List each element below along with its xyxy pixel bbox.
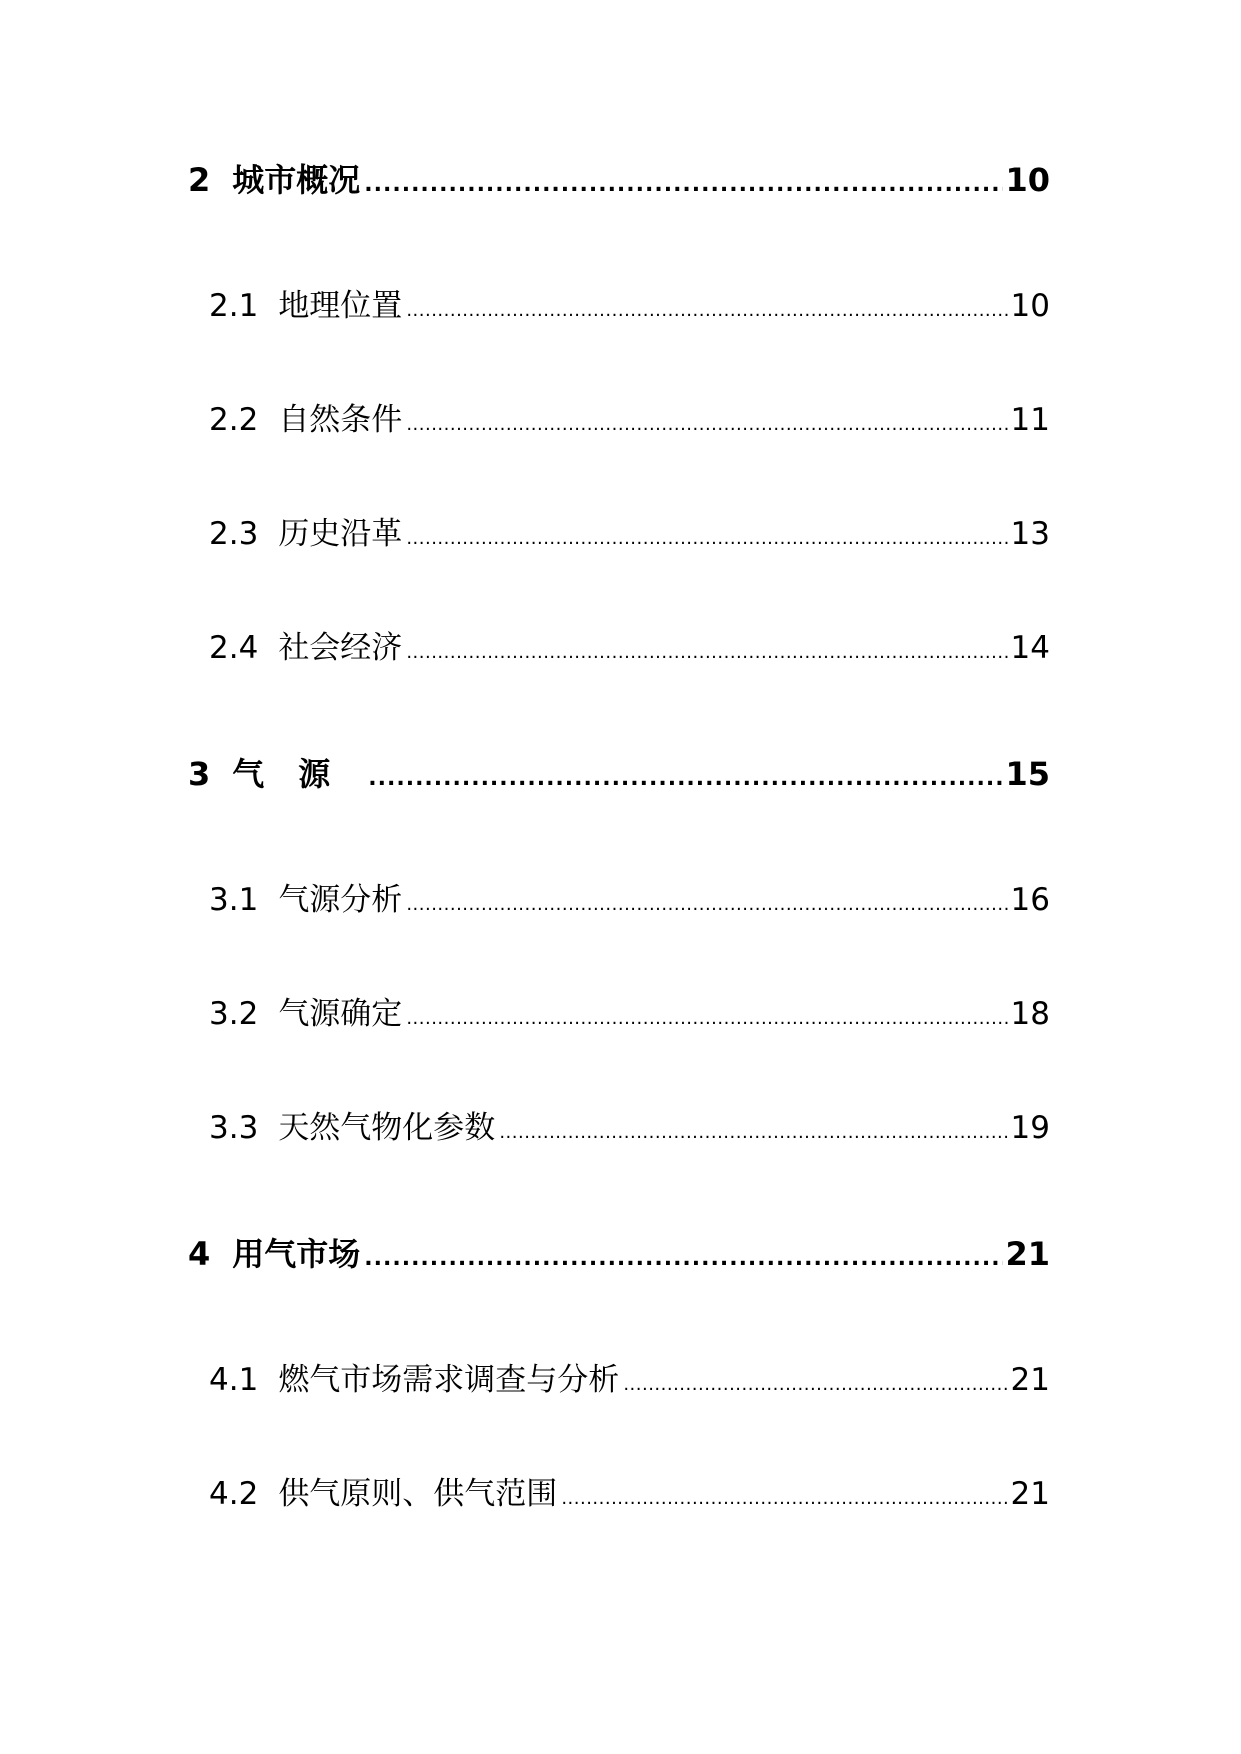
toc-entry-number: 3.2 <box>209 996 259 1032</box>
toc-entry-2-2[interactable] <box>209 398 1050 442</box>
toc-entry-page: 11 <box>1010 402 1050 438</box>
toc-entry-page: 16 <box>1010 882 1050 918</box>
toc-entry-3-1[interactable] <box>209 878 1050 922</box>
toc-entry-number: 3.3 <box>209 1110 259 1146</box>
dot-leader <box>364 1237 1003 1276</box>
toc-entry-2-1[interactable] <box>209 284 1050 328</box>
dot-leader <box>623 1363 1008 1402</box>
toc-entry-title: 燃气市场需求调查与分析 <box>278 1362 620 1398</box>
toc-entry-page: 10 <box>1010 288 1050 324</box>
toc-entry-number: 2.2 <box>209 402 259 438</box>
toc-entry-page: 21 <box>1005 1235 1050 1273</box>
toc-entry-title: 社会经济 <box>278 630 403 666</box>
dot-leader <box>406 883 1008 922</box>
toc-entry-title: 历史沿革 <box>278 516 403 552</box>
toc-entry-number: 2.1 <box>209 288 259 324</box>
dot-leader <box>406 403 1008 442</box>
dot-leader <box>406 631 1008 670</box>
dot-leader <box>406 997 1008 1036</box>
toc-entry-title: 自然条件 <box>278 402 403 438</box>
toc-entry-2-4[interactable] <box>209 626 1050 670</box>
toc-entry-4-2[interactable] <box>209 1472 1050 1516</box>
toc-entry-page: 21 <box>1010 1476 1050 1512</box>
toc-entry-title: 地理位置 <box>278 288 403 324</box>
toc-entry-title: 气源 <box>232 755 365 793</box>
toc-entry-page: 18 <box>1010 996 1050 1032</box>
dot-leader <box>561 1477 1008 1516</box>
toc-entry-3-3[interactable] <box>209 1106 1050 1150</box>
dot-leader <box>406 289 1008 328</box>
toc-entry-title: 用气市场 <box>232 1235 361 1273</box>
toc-entry-page: 10 <box>1005 161 1050 199</box>
toc-entry-page: 19 <box>1010 1110 1050 1146</box>
toc-entry-number: 3 <box>188 755 211 793</box>
dot-leader <box>368 757 1003 796</box>
toc-entry-4[interactable] <box>188 1232 1050 1276</box>
dot-leader <box>406 517 1008 556</box>
toc-entry-page: 14 <box>1010 630 1050 666</box>
toc-entry-3-2[interactable] <box>209 992 1050 1036</box>
toc-entry-page: 21 <box>1010 1362 1050 1398</box>
toc-entry-2-3[interactable] <box>209 512 1050 556</box>
toc-entry-number: 4 <box>188 1235 211 1273</box>
toc-entry-2[interactable] <box>188 158 1050 202</box>
toc-entry-number: 2.4 <box>209 630 259 666</box>
toc-entry-number: 4.1 <box>209 1362 259 1398</box>
toc-entry-title: 气源分析 <box>278 882 403 918</box>
dot-leader <box>499 1111 1008 1150</box>
toc-entry-title: 天然气物化参数 <box>278 1110 496 1146</box>
toc-entry-3[interactable] <box>188 752 1050 796</box>
toc-entry-page: 13 <box>1010 516 1050 552</box>
toc-entry-number: 4.2 <box>209 1476 259 1512</box>
toc-entry-4-1[interactable] <box>209 1358 1050 1402</box>
toc-entry-title: 供气原则、供气范围 <box>278 1476 558 1512</box>
toc-entry-title: 城市概况 <box>232 161 361 199</box>
toc-entry-title: 气源确定 <box>278 996 403 1032</box>
dot-leader <box>364 163 1003 202</box>
toc-entry-number: 2 <box>188 161 211 199</box>
toc-entry-page: 15 <box>1005 755 1050 793</box>
toc-entry-number: 3.1 <box>209 882 259 918</box>
toc-entry-number: 2.3 <box>209 516 259 552</box>
